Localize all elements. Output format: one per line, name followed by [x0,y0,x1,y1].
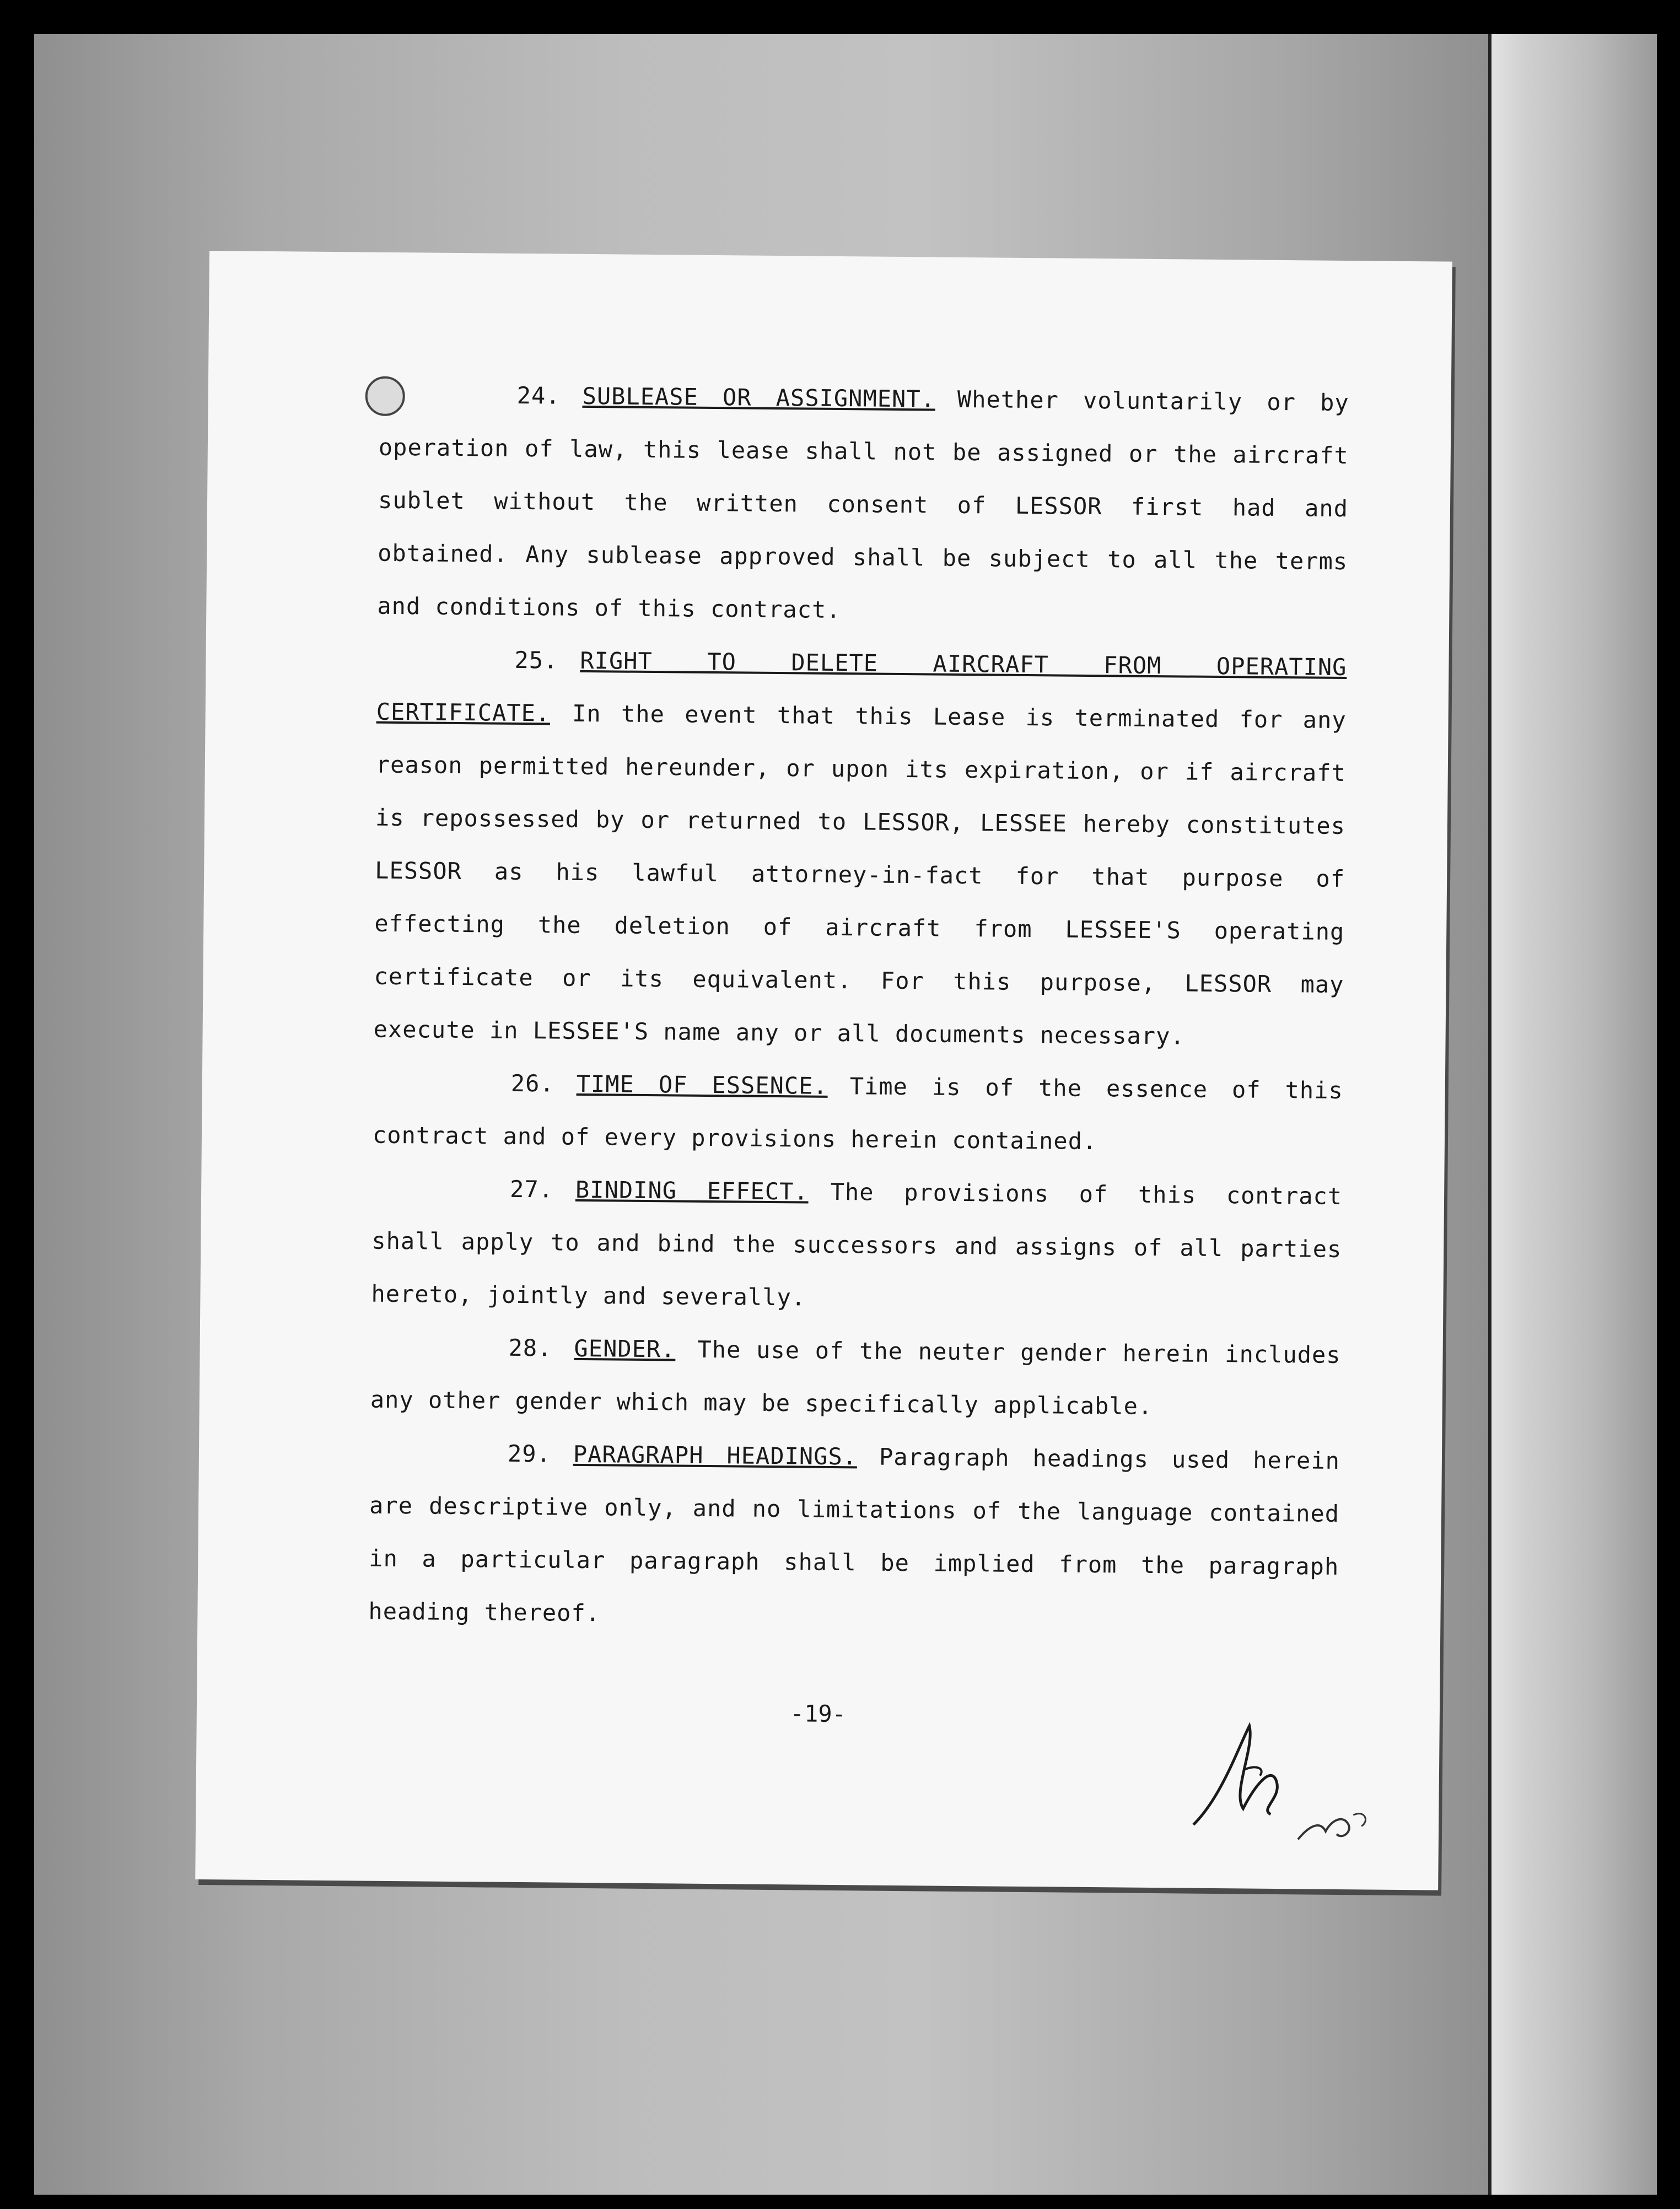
paragraph-text: Paragraph headings used herein are descriptive only, and no limitations of the language contained in a particular paragraph shall be implied from the paragraph heading thereof. [368,1443,1340,1627]
paragraph-number: 26. [510,1069,554,1097]
initials-signature [1177,1714,1376,1848]
paragraph-heading: BINDING EFFECT. [575,1176,809,1205]
paragraph-heading: TIME OF ESSENCE. [576,1070,828,1100]
paragraph-heading: RIGHT TO DELETE AIRCRAFT FROM OPERATING CERTIFICATE. [376,646,1347,727]
paragraph-heading: SUBLEASE OR ASSIGNMENT. [582,382,936,413]
paragraph-heading: PARAGRAPH HEADINGS. [573,1440,858,1470]
paragraph-number: 29. [507,1440,552,1468]
paragraph-text: In the event that this Lease is terminated for any reason permitted hereunder, or upon its expiration, or if aircraft is repossessed by or returned to LESSOR, LESSEE hereby constitutes LESSOR as his lawful attorney-in-fact for that purpose of effecting the deletion of aircraft from LESSEE'S operating certificate or its equivalent. For this purpose, LESSOR may execute in LESSEE'S name any or all documents necessary. [373,699,1347,1050]
paragraph-number: 27. [509,1175,554,1203]
document-body [368,368,1349,1646]
paragraph-text: Whether voluntarily or by operation of law, this lease shall not be assigned or the aircraft sublet without the written consent of LESSOR first had and obtained. Any sublease approved shall be subject to all the terms and conditions of this contract. [377,385,1349,624]
page-number: -19- [790,1700,847,1728]
paragraph-number: 28. [508,1334,552,1362]
paragraph-text: The use of the neuter gender herein includes any other gender which may be specifically applicable. [370,1335,1341,1420]
paragraph-27 [371,1162,1342,1329]
paragraph-text: The provisions of this contract shall apply to and bind the successors and assigns of all parties hereto, jointly and severally. [371,1178,1343,1311]
paragraph-number: 25. [514,646,558,674]
paragraph-24 [377,368,1349,641]
paragraph-29 [368,1426,1340,1646]
paragraph-25 [373,633,1347,1064]
binding-strip [1488,34,1657,2195]
paragraph-number: 24. [516,381,561,410]
paragraph-28 [370,1321,1341,1435]
document-page [195,251,1452,1890]
paragraph-26 [373,1056,1344,1170]
paragraph-heading: GENDER. [574,1334,676,1363]
paragraph-text: Time is of the essence of this contract and of every provisions herein contained. [372,1073,1343,1155]
